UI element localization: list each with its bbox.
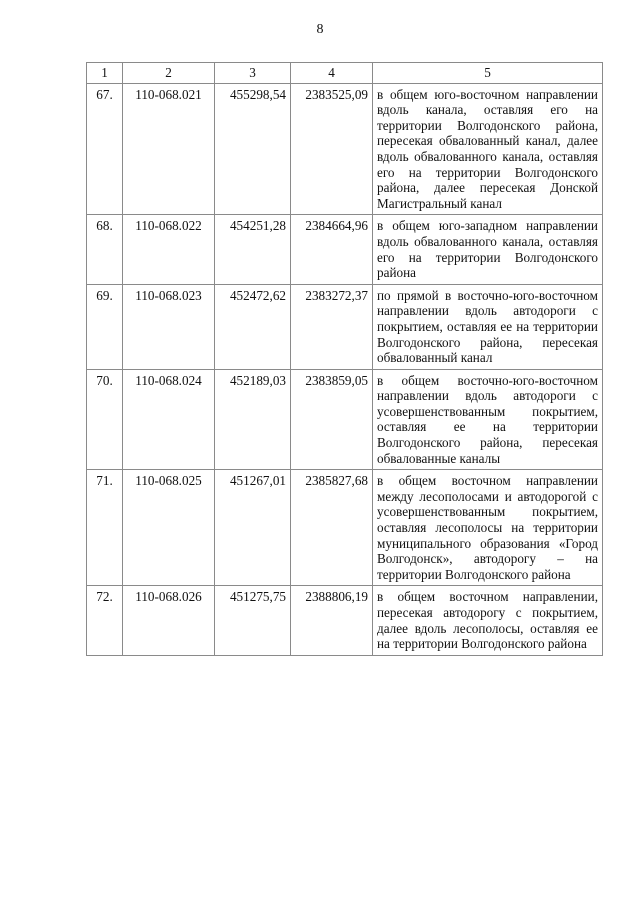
row-number: 70.	[87, 369, 123, 470]
boundary-description: в общем юго-западном направлении вдоль обвалованного канала, оставляя его на территории Волгодонского района	[373, 215, 603, 284]
point-code: 110-068.023	[123, 284, 215, 369]
coord-x: 454251,28	[215, 215, 291, 284]
coord-y: 2383272,37	[291, 284, 373, 369]
point-code: 110-068.024	[123, 369, 215, 470]
table-header-row	[87, 63, 603, 84]
header-col-2: 2	[123, 63, 215, 84]
coord-x: 451267,01	[215, 470, 291, 586]
point-code: 110-068.021	[123, 83, 215, 215]
row-number: 68.	[87, 215, 123, 284]
boundary-description: по прямой в восточно-юго-восточном направлении вдоль автодороги с покрытием, оставляя ее на территории Волгодонского района, пересекая обвалованный канал	[373, 284, 603, 369]
table-row	[87, 369, 603, 470]
page-number: 8	[316, 22, 324, 37]
row-number: 71.	[87, 470, 123, 586]
coord-y: 2388806,19	[291, 586, 373, 655]
table-row	[87, 83, 603, 215]
boundary-description: в общем восточном направлении между лесополосами и автодорогой с усовершенствованным покрытием, оставляя лесополосы на территории муниципального образования «Город Волгодонск», автодорогу – на территории Волгодонского района	[373, 470, 603, 586]
coord-y: 2383525,09	[291, 83, 373, 215]
point-code: 110-068.026	[123, 586, 215, 655]
header-col-5: 5	[373, 63, 603, 84]
boundary-description: в общем восточно-юго-восточном направлении вдоль автодороги с усовершенствованным покрытием, оставляя ее на территории Волгодонского района, пересекая обвалованные каналы	[373, 369, 603, 470]
coord-x: 455298,54	[215, 83, 291, 215]
row-number: 69.	[87, 284, 123, 369]
coord-x: 451275,75	[215, 586, 291, 655]
header-col-1: 1	[87, 63, 123, 84]
table-row	[87, 284, 603, 369]
row-number: 72.	[87, 586, 123, 655]
table-row	[87, 215, 603, 284]
boundary-description: в общем восточном направлении, пересекая автодорогу с покрытием, далее вдоль лесополосы, оставляя ее на территории Волгодонского района	[373, 586, 603, 655]
coord-y: 2384664,96	[291, 215, 373, 284]
header-col-3: 3	[215, 63, 291, 84]
coord-y: 2385827,68	[291, 470, 373, 586]
coord-x: 452189,03	[215, 369, 291, 470]
header-col-4: 4	[291, 63, 373, 84]
boundary-description: в общем юго-восточном направлении вдоль канала, оставляя его на территории Волгодонского района, пересекая обвалованный канал, далее вдоль обвалованного канала, оставляя его на территории Волгодонского района, далее пересекая Донской Магистральный канал	[373, 83, 603, 215]
coord-y: 2383859,05	[291, 369, 373, 470]
point-code: 110-068.025	[123, 470, 215, 586]
table-row	[87, 586, 603, 655]
table-row	[87, 470, 603, 586]
coordinates-table	[86, 62, 603, 656]
coord-x: 452472,62	[215, 284, 291, 369]
point-code: 110-068.022	[123, 215, 215, 284]
row-number: 67.	[87, 83, 123, 215]
